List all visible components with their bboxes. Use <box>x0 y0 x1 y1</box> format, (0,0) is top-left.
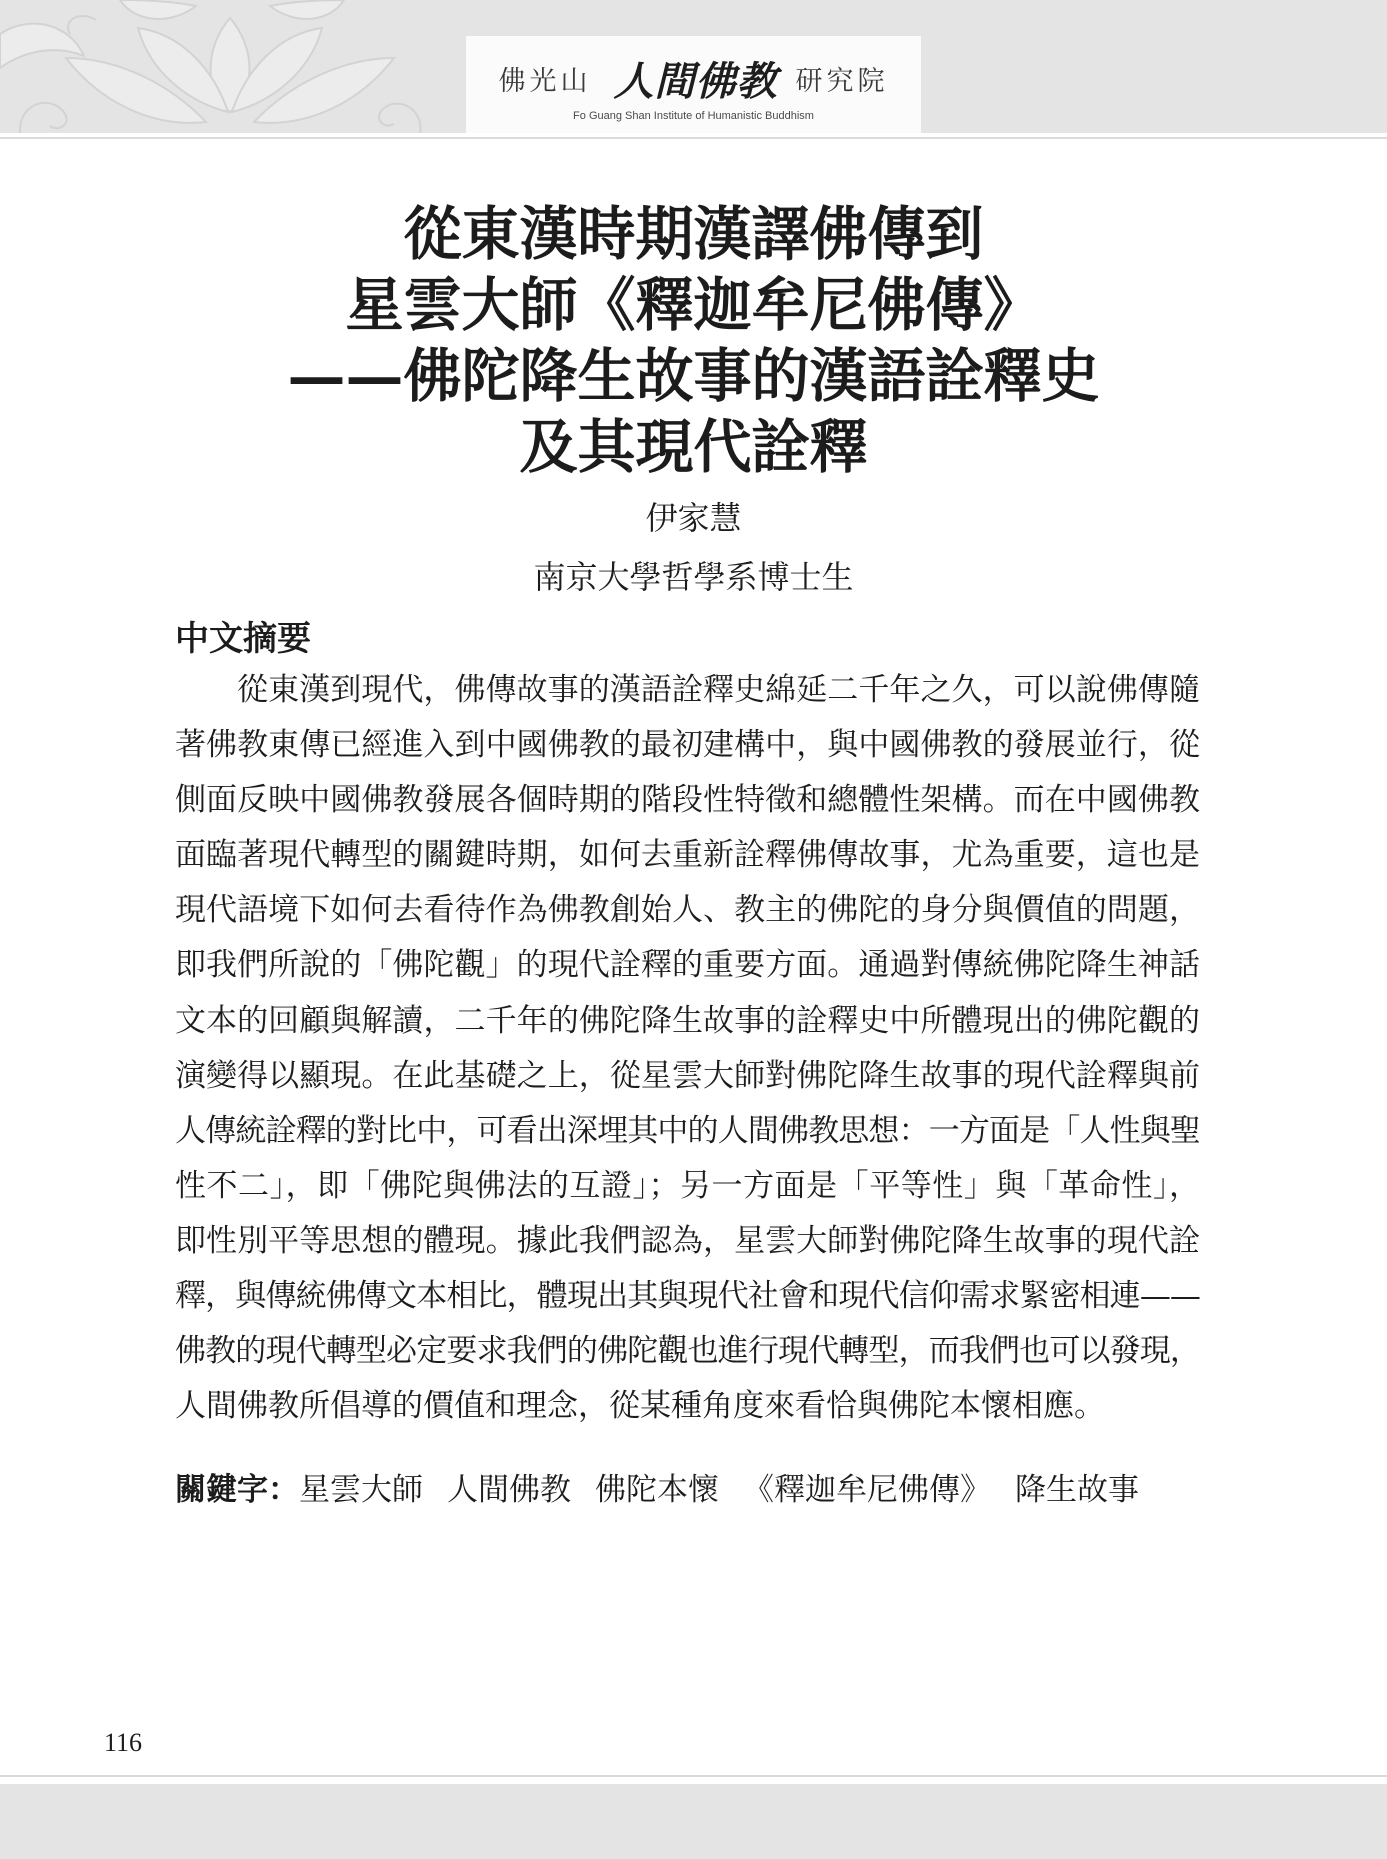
keyword: 人間佛教 <box>447 1472 571 1508</box>
keyword: 星雲大師 <box>299 1472 423 1508</box>
footer-rule <box>0 1775 1387 1777</box>
logo-suffix: 研究院 <box>795 65 889 97</box>
abstract-line: 佛教的現代轉型必定要求我們的佛陀觀也進行現代轉型，而我們也可以發現， <box>175 1333 1200 1370</box>
abstract-line: 釋，與傳統佛傳文本相比，體現出其與現代社會和現代信仰需求緊密相連—— <box>175 1278 1200 1315</box>
lotus-petal <box>270 0 344 19</box>
abstract-line: 人間佛教所倡導的價值和理念，從某種角度來看恰與佛陀本懷相應。 <box>175 1388 1105 1425</box>
abstract-line: 現代語境下如何去看待作為佛教創始人、教主的佛陀的身分與價值的問題， <box>175 892 1200 929</box>
footer-band <box>0 1784 1387 1859</box>
lotus-curl <box>20 103 67 133</box>
abstract-line: 面臨著現代轉型的關鍵時期，如何去重新詮釋佛傳故事，尤為重要，這也是 <box>175 837 1200 874</box>
logo-english-name: Fo Guang Shan Institute of Humanistic Buddhism <box>573 110 814 122</box>
title-line: 星雲大師《釋迦牟尼佛傳》 <box>345 271 1042 339</box>
abstract-line: 從東漢到現代，佛傳故事的漢語詮釋史綿延二千年之久，可以說佛傳隨 <box>237 672 1200 708</box>
abstract-line: 即性別平等思想的體現。據此我們認為，星雲大師對佛陀降生故事的現代詮 <box>175 1222 1200 1259</box>
abstract-line: 即我們所說的「佛陀觀」的現代詮釋的重要方面。通過對傳統佛陀降生神話 <box>175 947 1200 984</box>
keywords-label: 關鍵字： <box>175 1472 299 1508</box>
title-line: 及其現代詮釋 <box>519 413 868 481</box>
title-line: 從東漢時期漢譯佛傳到 <box>403 200 984 268</box>
abstract-line: 演變得以顯現。在此基礎之上，從星雲大師對佛陀降生故事的現代詮釋與前 <box>175 1057 1200 1094</box>
article-title <box>0 199 1387 483</box>
abstract-line: 人傳統詮釋的對比中，可看出深埋其中的人間佛教思想：一方面是「人性與聖 <box>175 1112 1200 1149</box>
page-number: 116 <box>104 1728 143 1757</box>
lotus-curl <box>379 104 420 133</box>
title-line: ——佛陀降生故事的漢語詮釋史 <box>287 342 1100 410</box>
keyword: 降生故事 <box>1015 1472 1139 1508</box>
keyword: 《釋迦牟尼佛傳》 <box>743 1472 991 1508</box>
abstract-line: 側面反映中國佛教發展各個時期的階段性特徵和總體性架構。而在中國佛教 <box>175 782 1200 819</box>
abstract-line: 性不二」，即「佛陀與佛法的互證」；另一方面是「平等性」與「革命性」， <box>175 1167 1200 1204</box>
author-affiliation: 南京大學哲學系博士生 <box>533 558 854 596</box>
author-name: 伊家慧 <box>645 499 742 537</box>
lotus-pattern-icon <box>0 0 440 133</box>
keyword: 佛陀本懷 <box>595 1472 719 1508</box>
abstract-body <box>175 663 1200 1434</box>
lotus-curl <box>68 16 96 34</box>
abstract-line: 著佛教東傳已經進入到中國佛教的最初建構中，與中國佛教的發展並行，從 <box>175 727 1200 764</box>
abstract-heading: 中文摘要 <box>175 619 311 659</box>
abstract-line: 文本的回顧與解讀，二千年的佛陀降生故事的詮釋史中所體現出的佛陀觀的 <box>175 1002 1200 1039</box>
lotus-petal <box>120 0 196 19</box>
logo-row <box>466 50 921 106</box>
keywords <box>175 1470 1163 1510</box>
logo-calligraphy: 人間佛教 <box>613 57 778 105</box>
institute-logo <box>466 36 921 133</box>
header-rule <box>0 137 1387 139</box>
logo-prefix: 佛光山 <box>498 65 592 97</box>
